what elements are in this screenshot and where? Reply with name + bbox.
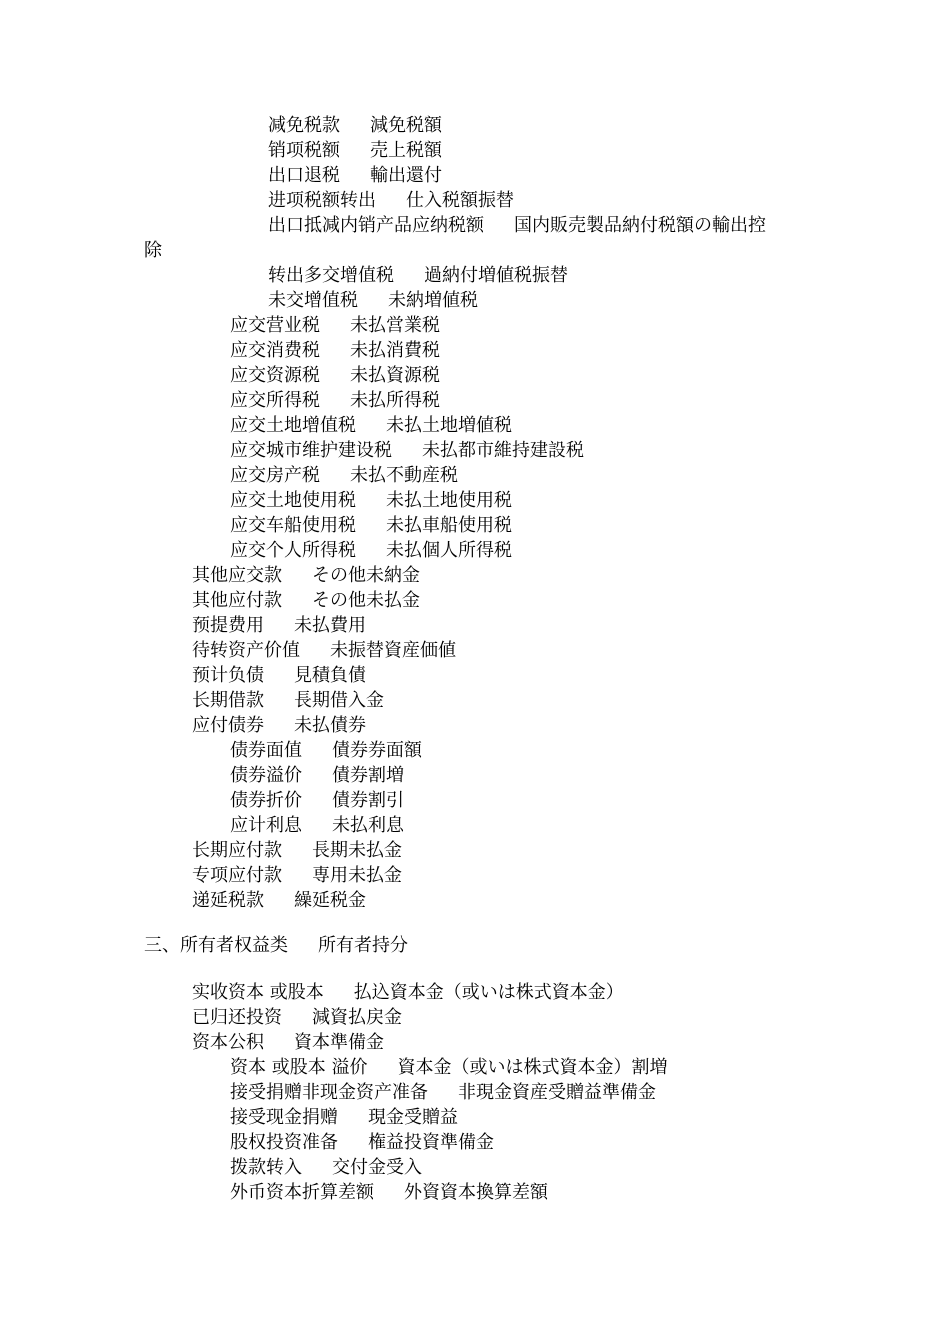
account-line — [192, 664, 366, 688]
account-name-ja: 未払債券 — [294, 715, 366, 736]
account-name-zh: 应交营业税 — [230, 315, 320, 336]
account-name-zh: 销项税额 — [268, 140, 340, 161]
account-line — [268, 114, 442, 138]
account-name-zh: 未交增值税 — [268, 290, 358, 311]
account-line — [230, 414, 512, 438]
account-name-ja: 国内販売製品納付税額の輸出控 — [514, 215, 766, 236]
account-name-zh: 预提费用 — [192, 615, 264, 636]
account-line — [192, 1006, 402, 1030]
account-line — [268, 289, 478, 313]
account-name-zh: 债券溢价 — [230, 765, 302, 786]
account-name-zh: 应交土地增值税 — [230, 415, 356, 436]
account-name-zh: 其他应交款 — [192, 565, 282, 586]
account-name-zh: 进项税额转出 — [268, 190, 376, 211]
account-name-ja: 債券割引 — [332, 790, 404, 811]
account-name-ja: 未払個人所得税 — [386, 540, 512, 561]
account-name-ja: 未払都市維持建設税 — [422, 440, 584, 461]
account-line — [230, 489, 512, 513]
account-name-zh: 债券面值 — [230, 740, 302, 761]
account-name-ja: その他未払金 — [312, 590, 420, 611]
account-name-zh: 减免税款 — [268, 115, 340, 136]
account-name-ja: 長期未払金 — [312, 840, 402, 861]
account-name-zh: 应交个人所得税 — [230, 540, 356, 561]
wrapped-text: 除 — [144, 240, 162, 261]
account-line — [230, 739, 422, 763]
account-name-ja: 外資資本換算差額 — [404, 1182, 548, 1203]
account-line — [230, 1056, 667, 1080]
account-name-zh: 实收资本 或股本 — [192, 982, 324, 1003]
account-name-zh: 应计利息 — [230, 815, 302, 836]
account-name-ja: 非現金資産受贈益準備金 — [458, 1082, 656, 1103]
account-name-ja: 売上税額 — [370, 140, 442, 161]
account-name-zh: 接受捐赠非现金资产准备 — [230, 1082, 428, 1103]
account-line — [230, 1131, 494, 1155]
account-name-zh: 应交房产税 — [230, 465, 320, 486]
section-heading-ja: 所有者持分 — [318, 935, 408, 956]
account-name-ja: 繰延税金 — [294, 890, 366, 911]
wrapped-line — [144, 239, 162, 263]
account-line — [268, 189, 514, 213]
account-name-ja: 交付金受入 — [332, 1157, 422, 1178]
account-line — [192, 1031, 384, 1055]
account-name-zh: 股权投资准备 — [230, 1132, 338, 1153]
account-name-ja: 未納増値税 — [388, 290, 478, 311]
account-name-zh: 长期应付款 — [192, 840, 282, 861]
account-line — [230, 1106, 458, 1130]
account-line — [230, 539, 512, 563]
account-line — [192, 714, 366, 738]
account-line — [192, 689, 384, 713]
account-line — [230, 789, 404, 813]
account-line — [230, 1156, 422, 1180]
account-line — [192, 889, 366, 913]
account-name-ja: 未払資源税 — [350, 365, 440, 386]
account-name-zh: 出口退税 — [268, 165, 340, 186]
account-line — [230, 814, 404, 838]
account-name-zh: 应交消费税 — [230, 340, 320, 361]
account-name-ja: 見積負債 — [294, 665, 366, 686]
account-name-ja: 未払車船使用税 — [386, 515, 512, 536]
account-name-zh: 转出多交增值税 — [268, 265, 394, 286]
account-name-ja: 未払消費税 — [350, 340, 440, 361]
account-name-zh: 应交车船使用税 — [230, 515, 356, 536]
account-line — [230, 339, 440, 363]
account-name-ja: 過納付増値税振替 — [424, 265, 568, 286]
account-line — [268, 164, 442, 188]
account-name-zh: 待转资产价值 — [192, 640, 300, 661]
account-line — [268, 214, 766, 238]
account-name-zh: 专项应付款 — [192, 865, 282, 886]
account-name-zh: 资本 或股本 溢价 — [230, 1057, 368, 1078]
account-name-zh: 应交城市维护建设税 — [230, 440, 392, 461]
account-name-ja: 未払費用 — [294, 615, 366, 636]
account-line — [192, 589, 420, 613]
account-line — [192, 839, 402, 863]
account-name-zh: 其他应付款 — [192, 590, 282, 611]
account-name-ja: その他未納金 — [312, 565, 420, 586]
account-line — [230, 364, 440, 388]
account-name-ja: 未払所得税 — [350, 390, 440, 411]
account-name-ja: 輸出還付 — [370, 165, 442, 186]
account-line — [230, 514, 512, 538]
account-name-zh: 出口抵减内销产品应纳税额 — [268, 215, 484, 236]
account-name-zh: 应交资源税 — [230, 365, 320, 386]
account-name-ja: 債券券面額 — [332, 740, 422, 761]
account-line — [230, 389, 440, 413]
account-name-ja: 未払土地増値税 — [386, 415, 512, 436]
account-name-ja: 払込資本金（或いは株式資本金） — [353, 982, 624, 1003]
account-name-ja: 資本金（或いは株式資本金）割増 — [397, 1057, 668, 1078]
account-name-zh: 债券折价 — [230, 790, 302, 811]
account-line — [230, 1081, 656, 1105]
account-name-zh: 应交所得税 — [230, 390, 320, 411]
account-name-ja: 減資払戻金 — [312, 1007, 402, 1028]
account-name-zh: 接受现金捐赠 — [230, 1107, 338, 1128]
account-line — [230, 314, 440, 338]
account-name-zh: 应交土地使用税 — [230, 490, 356, 511]
account-name-ja: 権益投資準備金 — [368, 1132, 494, 1153]
section-heading — [144, 934, 408, 958]
account-name-zh: 资本公积 — [192, 1032, 264, 1053]
account-name-ja: 現金受贈益 — [368, 1107, 458, 1128]
account-name-ja: 長期借入金 — [294, 690, 384, 711]
account-name-ja: 未払土地使用税 — [386, 490, 512, 511]
account-line — [192, 614, 366, 638]
account-name-ja: 専用未払金 — [312, 865, 402, 886]
account-line — [192, 864, 402, 888]
account-line — [268, 139, 442, 163]
account-line — [192, 639, 456, 663]
account-line — [192, 564, 420, 588]
account-line — [268, 264, 568, 288]
account-name-ja: 未払利息 — [332, 815, 404, 836]
account-name-zh: 拨款转入 — [230, 1157, 302, 1178]
account-name-ja: 資本準備金 — [294, 1032, 384, 1053]
account-name-zh: 长期借款 — [192, 690, 264, 711]
account-name-ja: 仕入税額振替 — [406, 190, 514, 211]
account-name-ja: 未払不動産税 — [350, 465, 458, 486]
account-line — [230, 439, 584, 463]
account-line — [192, 981, 624, 1005]
section-heading-zh: 三、所有者权益类 — [144, 935, 288, 956]
account-name-zh: 外币资本折算差额 — [230, 1182, 374, 1203]
account-name-zh: 应付债券 — [192, 715, 264, 736]
account-name-ja: 未払営業税 — [350, 315, 440, 336]
account-name-zh: 已归还投资 — [192, 1007, 282, 1028]
account-name-zh: 递延税款 — [192, 890, 264, 911]
account-name-ja: 未振替資産価値 — [330, 640, 456, 661]
account-name-ja: 減免税額 — [370, 115, 442, 136]
account-name-ja: 債券割増 — [332, 765, 404, 786]
account-line — [230, 464, 458, 488]
account-line — [230, 1181, 548, 1205]
account-line — [230, 764, 404, 788]
account-name-zh: 预计负债 — [192, 665, 264, 686]
